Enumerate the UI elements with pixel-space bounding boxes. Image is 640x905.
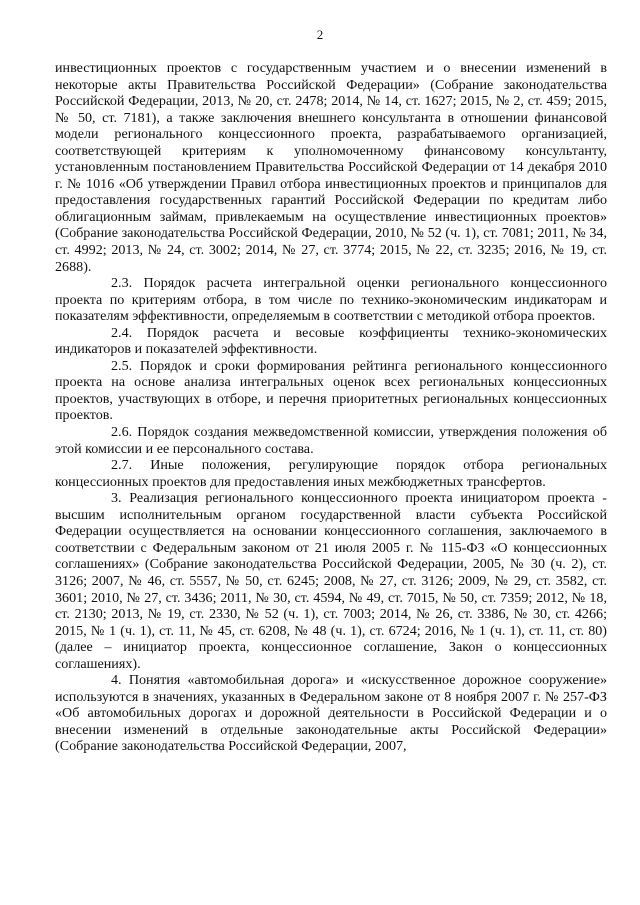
paragraph-text: Порядок расчета интегральной оценки регионального концессионного проекта по критериям отбора, в том числе по технико-экономическим индикаторам и показателям эффективности, определяемым в соответствии с методикой отбора проектов. (55, 275, 607, 325)
paragraph-number: 2.4. (111, 324, 133, 341)
paragraph-text: инвестиционных проектов с государственным участием и о внесении изменений в некоторые акты Правительства Российской Федерации» (Собрание законодательства Российской Федерации, 2013, № 20, ст. 2478; 2014, № 14, ст. 1627; 2015, № 2, ст. 459; 2015, № 50, ст. 7181), а также заключения внешнего консультанта в отношении финансовой модели регионального концессионного проекта, разрабатываемого организацией, соответствующей критериям к уполномоченному финансовому консультанту, установленным постановлением Правительства Российской Федерации от 14 декабря 2010 г. № 1016 «Об утверждении Правил отбора инвестиционных проектов и принципалов для предоставления государственных гарантий Российской Федерации по кредитам либо облигационным займам, привлекаемым на осуществление инвестиционных проектов» (Собрание законодательства Российской Федерации, 2010, № 52 (ч. 1), ст. 7081; 2011, № 34, ст. 4992; 2013, № 24, ст. 3002; 2014, № 27, ст. 3774; 2015, № 22, ст. 3235; 2016, № 19, ст. 2688). (55, 60, 607, 275)
paragraph-number: 3. (111, 490, 122, 507)
paragraph-text: Порядок расчета и весовые коэффициенты технико-экономических индикаторов и показателей эффективности. (55, 324, 607, 358)
paragraph-text: Реализация регионального концессионного проекта инициатором проекта - высшим исполнительным органом государственной власти субъекта Российской Федерации осуществляется на основании концессионного соглашения, заключаемого в соответствии с Федеральным законом от 21 июля 2005 г. № 115-ФЗ «О концессионных соглашениях» (Собрание законодательства Российской Федерации, 2005, № 30 (ч. 2), ст. 3126; 2007, № 46, ст. 5557, № 50, ст. 6245; 2008, № 27, ст. 3126; 2009, № 29, ст. 3582, ст. 3601; 2010, № 27, ст. 3436; 2011, № 30, ст. 4594, № 49, ст. 7015, № 50, ст. 7359; 2012, № 18, ст. 2130; 2013, № 19, ст. 2330, № 52 (ч. 1), ст. 7003; 2014, № 26, ст. 3386, № 30, ст. 4266; 2015, № 1 (ч. 1), ст. 11, № 45, ст. 6208, № 48 (ч. 1), ст. 6724; 2016, № 1 (ч. 1), ст. 11, ст. 80) (далее – инициатор проекта, концессионное соглашение, Закон о концессионных соглашениях). (55, 490, 608, 672)
paragraph-2-4 (55, 325, 607, 358)
paragraph-number: 2.5. (111, 357, 133, 374)
paragraph-2-7 (55, 457, 607, 490)
document-body (55, 60, 607, 755)
paragraph-number: 2.7. (111, 457, 133, 474)
paragraph-3 (55, 490, 607, 672)
paragraph-4 (55, 672, 607, 755)
paragraph-number: 4. (111, 672, 122, 689)
paragraph-2-3 (55, 275, 607, 325)
paragraph-text: Порядок и сроки формирования рейтинга регионального концессионного проекта на основе анализа интегральных оценок всех региональных концессионных проектов, участвующих в отборе, и перечня приоритетных региональных концессионных проектов. (55, 357, 607, 424)
paragraph-continuation (55, 60, 607, 275)
paragraph-number: 2.3. (111, 275, 133, 292)
paragraph-text: Порядок создания межведомственной комиссии, утверждения положения об этой комиссии и ее персонального состава. (55, 424, 607, 457)
paragraph-text: Иные положения, регулирующие порядок отбора региональных концессионных проектов для предоставления иных межбюджетных трансфертов. (55, 457, 607, 490)
page-number: 2 (316, 27, 324, 42)
paragraph-2-6 (55, 424, 607, 457)
paragraph-text: Понятия «автомобильная дорога» и «искусственное дорожное сооружение» используются в значениях, указанных в Федеральном законе от 8 ноября 2007 г. № 257-ФЗ «Об автомобильных дорогах и дорожной деятельности в Российской Федерации и о внесении изменений в отдельные законодательные акты Российской Федерации» (Собрание законодательства Российской Федерации, 2007, (55, 672, 607, 755)
paragraph-number: 2.6. (111, 424, 133, 441)
paragraph-2-5 (55, 358, 607, 424)
